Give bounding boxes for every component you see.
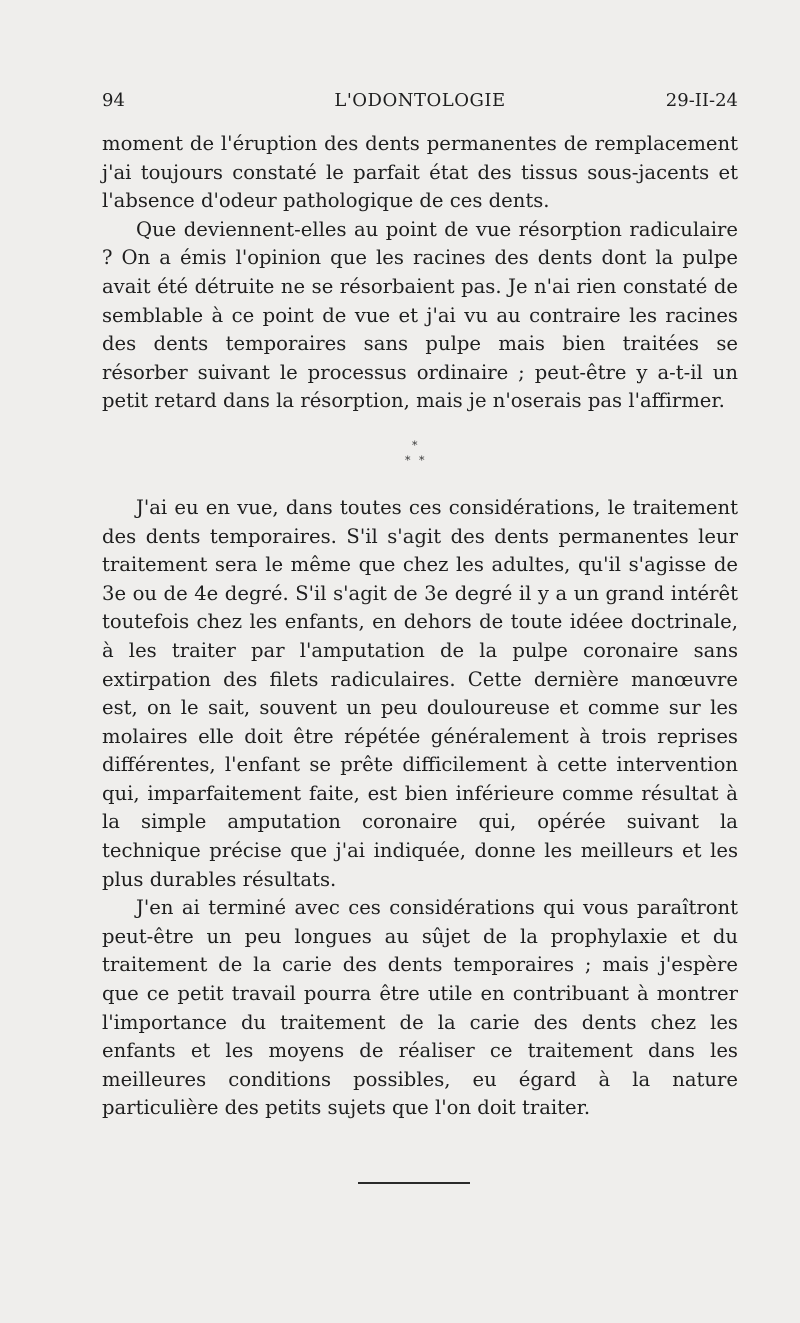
page-header: [102, 90, 738, 122]
issue-date: 29-II-24: [665, 90, 738, 111]
paragraph-4: J'en ai terminé avec ces considérations qui vous paraîtront peut-être un peu longues au sûjet de la prophylaxie et du traitement de la carie des dents temporaires ; mais j'espère que ce petit travail pourra être utile en contribuant à montrer l'importance du traitement de la carie des dents chez les enfants et les moyens de réaliser ce traitement dans les meilleures conditions possibles, eu égard à la nature particulière des petits sujets que l'on doit traiter.: [102, 896, 738, 1120]
end-rule: [358, 1182, 470, 1184]
asterism-star-right: *: [419, 453, 425, 467]
paragraph-1: moment de l'éruption des dents permanentes de remplacement j'ai toujours constaté le parfait état des tissus sous-jacents et l'absence d'odeur pathologique de ces dents.: [102, 132, 738, 213]
section-separator-asterism: [102, 416, 738, 494]
asterism-star-left: *: [405, 453, 411, 467]
paragraph-3: J'ai eu en vue, dans toutes ces considérations, le traitement des dents temporaires. S'il s'agit des dents permanentes leur traitement sera le même que chez les adultes, qu'il s'agisse de 3e ou de 4e degré. S'il s'agit de 3e degré il y a un grand intérêt toutefois chez les enfants, en dehors de toute idéee doctrinale, à les traiter par l'amputation de la pulpe coronaire sans extirpation des filets radiculaires. Cette dernière manœuvre est, on le sait, souvent un peu douloureuse et comme sur les molaires elle doit être répétée généralement à trois reprises différentes, l'enfant se prête difficilement à cette intervention qui, imparfaitement faite, est bien inférieure comme résultat à la simple amputation coronaire qui, opérée suivant la technique précise que j'ai indiquée, donne les meilleurs et les plus durables résultats.: [102, 495, 738, 891]
paragraph-2: Que deviennent-elles au point de vue résorption radiculaire ? On a émis l'opinion que les racines des dents dont la pulpe avait été détruite ne se résorbaient pas. Je n'ai rien constaté de semblable à ce point de vue et j'ai vu au contraire les racines des dents temporaires sans pulpe mais bien traitées se résorber suivant le processus ordinaire ; peut-être y a-t-il un petit retard dans la résorption, mais je n'oserais pas l'affirmer.: [102, 217, 738, 413]
page-number: 94: [102, 90, 125, 111]
body-text: [102, 130, 738, 1123]
running-title: L'ODONTOLOGIE: [334, 90, 506, 111]
asterism-star-top: *: [412, 438, 418, 452]
